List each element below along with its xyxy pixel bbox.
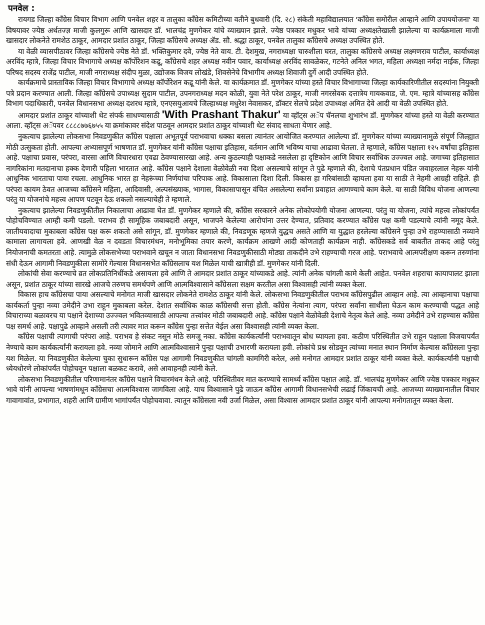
- article-paragraph-channel: [6, 110, 479, 132]
- paragraph-text: आमदार प्रशांत ठाकूर यांच्याशी थेट संपर्क साधण्यासाठी: [18, 110, 162, 120]
- article-paragraph: काँग्रेस पक्षाची त्यागाची परंपरा आहे. पराभव हे संकट नसून मोठे समजू नका. काँग्रेस कार्यकर्त्यांनी पराभवातून बोध घ्यायला हवा. कठीण परिस्थितीत उभे राहून पक्षाला विजयापर्यंत नेण्याचे काम कार्यकर्त्यांनी करायला हवे. नव्या जोमाने आणि आत्मविश्वासाने पुन्हा पक्षाची उभारणी करायला हवी. लोकांचे प्रश्न सोडवून त्यांच्या मनात स्थान निर्माण केल्यास काँग्रेसला पुन्हा यश मिळेल. या निवडणुकीत केलेल्या चुका सुधारून काँग्रेस पक्ष आगामी निवडणुकीत चांगली कामगिरी करेल, असे मनोगत आमदार प्रशांत ठाकूर यांनी व्यक्त केले. कार्यकर्त्यांनी पक्षाची ध्येयधोरणे लोकांपर्यंत पोहोचवून पक्षाला बळकट करावे, असे आवाहनही त्यांनी केले.: [6, 332, 479, 374]
- article-paragraph: लोकांची सेवा करण्याचे व्रत लोकप्रतिनिधींकडे असायला हवे आणि ते आमदार प्रशांत ठाकूर यांच्याकडे आहे. त्यांनी अनेक चांगली कामे केली आहेत. पनवेल शहराचा कायापालट झाला असून, प्रशांत ठाकूर यांच्या सारखे आजचे तरुणच समर्थपणे आणि आत्मविश्वासाने काँग्रेसला सक्षम करतील असा विश्वासही त्यांनी व्यक्त केला.: [6, 269, 479, 289]
- article-paragraph: कार्यक्रमाचे प्रास्ताविक जिल्हा विचार विभागाचे अध्यक्ष कॉर्पोरेशन कद्रू यांनी केले. या कार्यक्रमात डॉ. मुणगेकर यांच्या हस्ते विचार विभागाच्या जिल्हा कार्यकारिणीतील सदस्यांना नियुक्ती पत्रे प्रदान करण्यात आली. जिल्हा काँग्रेसचे उपाध्यक्ष सुदाम पाटील, उपनगराध्यक्ष मदन कोळी, युवा नेते परेश ठाकूर, माजी नगरसेवक दत्तात्रेय गायकवाड, जे. एम. म्हात्रे यांच्यासह काँग्रेस विभाग पदाधिकारी, पनवेल विधानसभा अध्यक्ष दशरथ म्हात्रे, एनएसयुआयचे जिल्हाध्यक्ष मधुरेश नेवासकर, डॉक्टर सेलचे प्रदेश उपाध्यक्ष अमित देवे आदी या वेळी उपस्थित होते.: [6, 78, 479, 109]
- paragraph-text: या व्हॉट्स अॅप चॅनलचा शुभारंभ डॉ. मुणगेकर यांच्या हस्ते या वेळी करण्यात आला. व्हॉट्स अॅपवर ८८८८७७६७५५ या क्रमांकावर संदेश पाठवून आमदार प्रशांत ठाकूर यांच्याशी थेट संवाद साधता येणार आहे.: [6, 110, 479, 131]
- article-paragraph: नुकत्याच झालेल्या लोकसभा निवडणुकीत काँग्रेस पक्षाला अभूतपूर्व पराभवाचा धक्का बसला त्यानंतर आयोजित करण्यात आलेल्या डॉ. मुणगेकर यांच्या व्याख्यानामुळे संपूर्ण जिल्ह्यात मोठी उत्सुकता होती. आपल्या अभ्यासपूर्ण भाषणात डॉ. मुणगेकर यांनी काँग्रेस पक्षाचा इतिहास, वर्तमान आणि भविष्य याचा आढावा घेतला. ते म्हणाले, काँग्रेस पक्षाला १२५ वर्षांचा इतिहास आहे. पक्षाचा प्रवास, परंपरा, वारसा आणि विचारधारा एवढा ठेवण्यासारखा आहे. अन्य कुठल्याही पक्षाकडे नसलेला हा दृष्टिकोन आणि विचार सर्वाधिक उज्ज्वल आहे. जगाच्या इतिहासात नागरिकांना मतदानाचा हक्क देणारी पहिला भारतात आहे. काँग्रेस पक्षाने देशाला वेळोवेळी नवा दिशा असल्याचे सांगून ते पुढे म्हणाले की, देशाचे पंतप्रधान पंडित जवाहरलाल नेहरू यांनी आधुनिक भारताचा पाया रचला. आधुनिक भारत हा नेहरूंच्या निर्णयांचा परिपाक आहे. विकासाला दिशा दिली. विकास हा गरिबांसाठी व्हायला हवा या साठी ते नेहमी आग्रही राहिले. ही परंपरा कायम ठेवत आजच्या काँग्रेसने महिला, आदिवासी, अल्पसंख्याक, भागास, विकासापासून वंचित असलेल्या सर्वांना प्रवाहात आणण्याचे काम केले. या साठी विविध योजना आणल्या परंतु या योजनांचे महत्त्व आपण पटवून देऊ शकलो नसल्याचेही ते म्हणाले.: [6, 132, 479, 205]
- article-paragraph: नुकत्याच झालेल्या निवडणुकीतील निकालाचा आढावा घेत डॉ. मुणगेकर म्हणाले की, काँग्रेस सरकारने अनेक लोकोपयोगी योजना आणल्या. परंतु या योजना, त्यांचे महत्त्व लोकांपर्यंत पोहोचविण्यात आम्ही कमी पडलो. पराभव ही सामूहिक जबाबदारी असून, भाजपने केलेल्या आरोपांना उत्तर देण्यात, प्रतिवाद करण्यात काँग्रेस पक्ष कमी पडल्याचे त्यांनी नमूद केले. जातीयवादाचा मुकाबला काँग्रेस पक्ष करू शकतो असे सांगून, डॉ. मुणगेकर म्हणाले की, निवडणूक म्हणजे युद्धच असते आणि या युद्धात हरलेल्या काँग्रेसने पुन्हा उभे राहण्यासाठी नव्याने कामाला लागायला हवे. आणखी वेळ न दवडता विचारमंथन, मनोभूमिका तयार करणे, कार्यक्रम आखणे आदी कोणताही कार्यक्रम नाही. काँग्रेसकडे सर्व बाबतीत ताकद आहे परंतु नियोजनाची कमतरता आहे. त्यामुळे लोकसभेच्या पराभवाने खचून न जाता विधानसभा निवडणुकीसाठी मोठ्या ताकदीने उभे राहण्याची गरज आहे. पराभवाचे आत्मपरीक्षण करून तरुणांना संधी देऊन आगामी निवडणुकीला सामोरे गेल्यास विधानसभेत काँग्रेसलाच यश मिळेल याची खात्रीही डॉ. मुणगेकर यांनी दिली.: [6, 205, 479, 268]
- article-paragraph: या वेळी व्यासपीठावर जिल्हा काँग्रेसचे ज्येष्ठ नेते डॉ. भक्तिकुमार दवे, ज्येष्ठ नेते वाय. टी. देशमुख, नगराध्यक्षा चारुशीला घरत, तालुका काँग्रेसचे अध्यक्ष लक्ष्मणराव पाटील, कार्याध्यक्ष अरविंद म्हात्रे, जिल्हा विचार विभागाचे अध्यक्ष कॉर्पोरेशन कद्रू, काँग्रेसचे शहर अध्यक्ष नवीन पवार, कार्याध्यक्ष अरविंद सावळेकर, गटनेते अनिल भगत, महिला अध्यक्षा नर्मदा नाईक, जिल्हा परिषद सदस्य राजेंद्र पाटील, माजी नगराध्यक्ष संदीप मुळा, उद्योजक विजय लोखंडे, शिवसेनेचे विभागीय अध्यक्ष शिवाजी दुर्गे आदी उपस्थित होते.: [6, 46, 479, 77]
- article-dateline: पनवेल :: [8, 4, 35, 14]
- article-paragraph: लोकसभा निवडणुकीतील परिणामानंतर काँग्रेस पक्षाने विचारमंथन केले आहे. परिस्थितीवर मात करण्याचे सामर्थ्य काँग्रेस पक्षात आहे. डॉ. भालचंद्र मुणगेकर आणि ज्येष्ठ पत्रकार मधुकर भावे यांनी आपल्या भाषणांमधून काँग्रेसचा आत्मविश्वास जागविला आहे. याच विश्वासाने पुढे जाऊन काँग्रेस आगामी विधानसभेची लढाई जिंकायची आहे. आजच्या व्याख्यानातील विचार गावागावांत, प्रभागात, शहरी आणि ग्रामीण भागांपर्यंत पोहोचवावा. त्यातून काँग्रेसला नवी उर्जा मिळेल, असा विश्वास आमदार प्रशांत ठाकूर यांनी आपल्या मनोगतातून व्यक्त केला.: [6, 374, 479, 405]
- article-paragraph: रायगड जिल्हा काँग्रेस विचार विभाग आणि पनवेल शहर व तालुका काँग्रेस कमिटीच्या वतीने बुधवारी (दि. २८) संकेती महाविद्यालयात 'काँग्रेस समोरील आव्हाने आणि उपाययोजना' या विषयावर ज्येष्ठ अर्थतज्ज्ञ माजी कुलगुरू आणि खासदार डॉ. भालचंद्र मुणगेकर यांचे व्याख्यान झाले. ज्येष्ठ पत्रकार मधुकर भावे यांच्या अध्यक्षतेखाली झालेल्या या कार्यक्रमाला माजी खासदार लोकनेते रामशेठ ठाकूर, आमदार प्रशांत ठाकूर, जिल्हा काँग्रेसचे अध्यक्ष ॲड. सौ. श्रद्धा ठाकूर, पनवेल तालुका काँग्रेसचे अध्यक्ष उपस्थित होते.: [6, 15, 479, 46]
- article-paragraph: विकास हाच काँग्रेसचा पाया असल्याचे मनोगत माजी खासदार लोकनेते रामशेठ ठाकूर यांनी केले. लोकसभा निवडणुकीतील पराभव काँग्रेसपुढील आव्हान आहे. त्या आव्हानाचा पक्षाचा कार्यकर्ता पुन्हा नव्या उमेदीने उभा राहून मुकाबला करेल. देशात सर्वाधिक काळ काँग्रेसची सत्ता होती. काँग्रेस नेत्यांना त्याग, परंपरा सर्वांना साथीला घेऊन काम करण्याची पद्धत आहे विचाराच्या बळावरच या पक्षाने देशाच्या उज्ज्वल भवितव्यासाठी आपल्या तत्त्वांवर मोठी जबाबदारी आहे. काँग्रेस पक्षाने वेळोवेळी देशाचे नेतृत्व केले आहे. नव्या उमेदीने उभे राहण्यास काँग्रेस पक्ष समर्थ आहे. पक्षापुढे आव्हाने असली तरी त्यावर मात करून काँग्रेस पुन्हा सत्तेत येईल असा विश्वासही त्यांनी व्यक्त केला.: [6, 290, 479, 331]
- channel-name: 'With Prashant Thakur': [161, 108, 281, 121]
